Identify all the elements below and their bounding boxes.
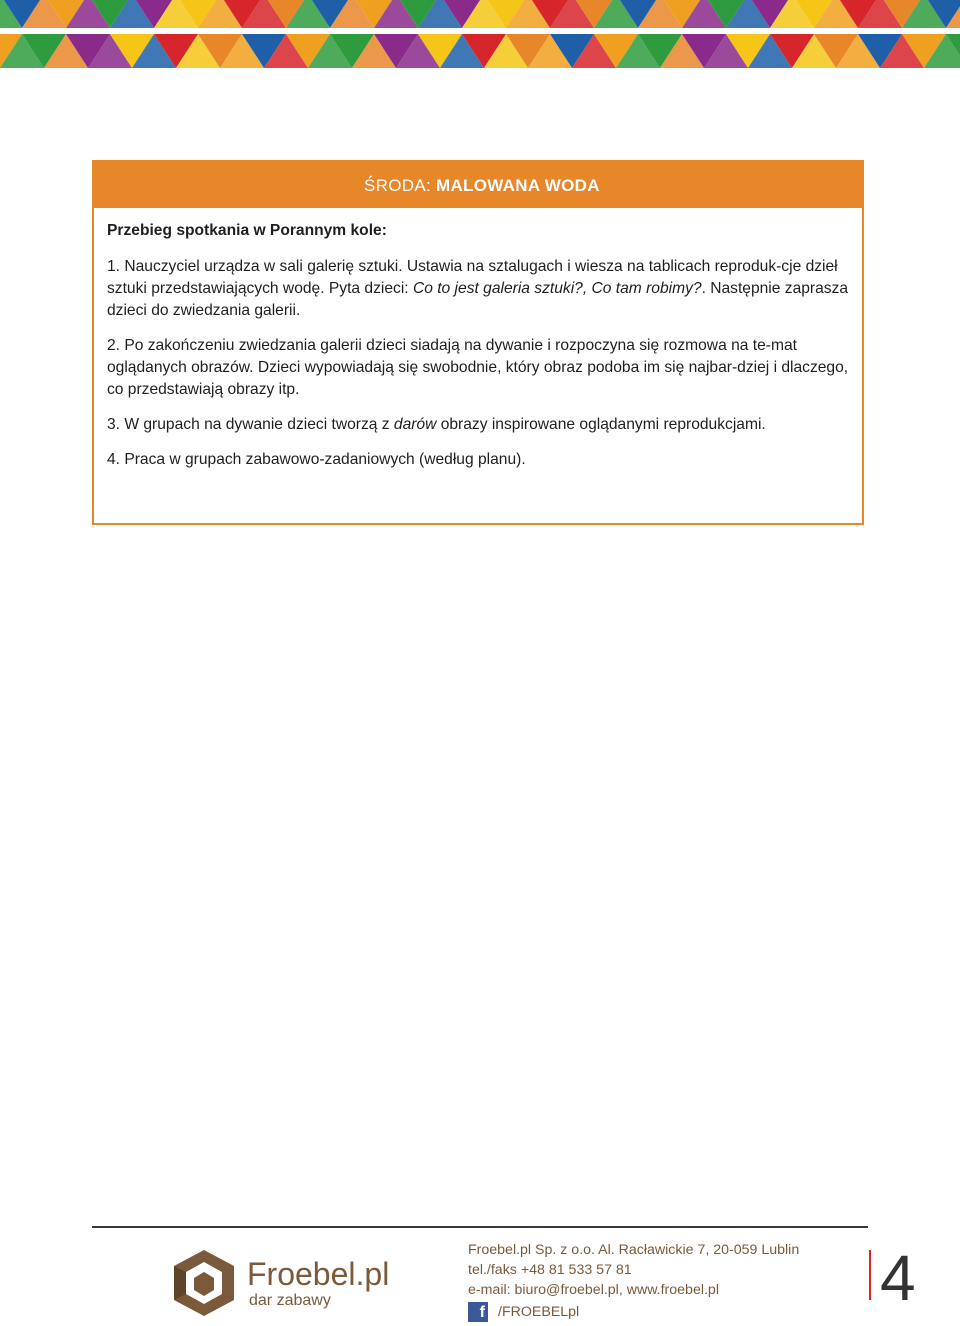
facebook-handle[interactable]: /FROEBELpl [498,1304,580,1320]
footer-divider [92,1226,868,1228]
contact-info [468,1240,799,1322]
step-1-text: 1. Nauczyciel urządza w sali galerię sztuki. Ustawia na sztalugach i wiesza na tablicach reproduk-cje dzieł sztuki przedstawiających wodę. Pyta dzieci: [107,258,838,297]
step-3-text: 3. W grupach na dywanie dzieci tworzą z [107,416,394,433]
step-1-text-end: . Następnie zaprasza dzieci do zwiedzania galerii. [107,280,849,319]
step-3-text-end: obrazy inspirowane oglądanymi reprodukcjami. [436,416,766,433]
card-header [94,162,862,208]
step-3 [107,414,850,436]
step-1 [107,256,850,322]
title-day: ŚRODA: [364,176,431,195]
froebel-logo [172,1248,412,1318]
card-title [364,176,600,196]
address: Froebel.pl Sp. z o.o. Al. Racławickie 7, 20-059 Lublin [468,1242,800,1258]
page-number: 4 [880,1242,916,1314]
step-4: 4. Praca w grupach zabawowo-zadaniowych (według planu). [107,451,526,468]
facebook-row[interactable] [468,1302,799,1322]
phone: tel./faks +48 81 533 57 81 [468,1262,632,1278]
step-3-italic: darów [393,416,437,433]
email[interactable]: e-mail: biuro@froebel.pl, www.froebel.pl [468,1282,719,1298]
page-number-bar [869,1250,871,1300]
decorative-triangle-banner [0,0,960,80]
logo-tagline: dar zabawy [249,1292,331,1309]
cube-logo-icon [172,1248,236,1318]
section-title: Przebieg spotkania w Porannym kole: [107,222,387,239]
facebook-icon: f [468,1302,488,1322]
step-2: 2. Po zakończeniu zwiedzania galerii dzieci siadają na dywanie i rozpoczyna się rozmowa na te-mat oglądanych obrazów. Dzieci wypowiadają się swobodnie, który obraz podoba im się najbar-dziej i dlaczego, co przedstawiają obrazy itp. [107,337,849,398]
logo-brand: Froebel.pl [247,1256,390,1292]
title-topic: MALOWANA WODA [436,176,600,195]
step-1-question: Co to jest galeria sztuki?, Co tam robimy? [412,280,702,297]
lesson-card [92,160,864,525]
card-body [94,208,862,471]
